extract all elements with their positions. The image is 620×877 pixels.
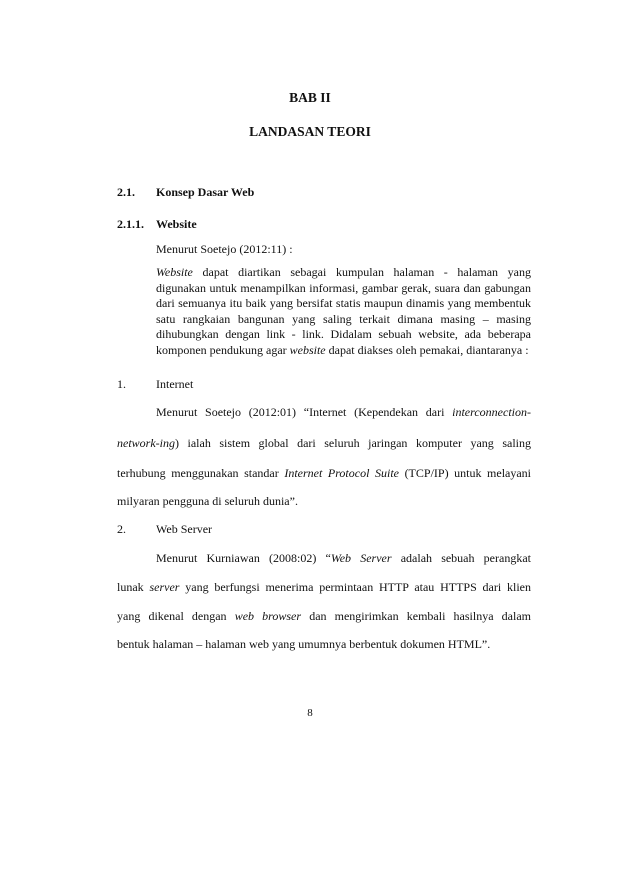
item1-line2 [117, 436, 531, 451]
item1-line2-text: ) ialah sistem global dari seluruh jaringan komputer yang saling [175, 436, 531, 450]
section-2-1-title: Konsep Dasar Web [156, 185, 255, 199]
item2-line1-text-b: adalah sebuah perangkat [391, 551, 531, 565]
item2-number: 2. [117, 522, 126, 536]
item2-line1-term: Web Server [330, 551, 392, 565]
item2-line2-text-a: lunak [117, 580, 150, 594]
item2-line2 [117, 580, 531, 595]
item1-line3 [117, 466, 531, 481]
chapter-title: BAB II [289, 90, 331, 105]
chapter-subtitle: LANDASAN TEORI [249, 124, 371, 139]
item2-line4: bentuk halaman – halaman web yang umumnya berbentuk dokumen HTML”. [117, 637, 491, 651]
item1-number: 1. [117, 377, 126, 391]
item2-title: Web Server [156, 522, 213, 536]
section-2-1-number: 2.1. [117, 185, 135, 199]
item1-title: Internet [156, 377, 194, 391]
quote1-source: Menurut Soetejo (2012:11) : [156, 242, 293, 256]
item1-line1-term: interconnection- [452, 405, 531, 419]
item2-line3-term: web browser [234, 609, 302, 623]
item1-line1-text: Menurut Soetejo (2012:01) “Internet (Kependekan dari [156, 405, 453, 419]
quote1-term2: website [289, 342, 326, 357]
quote1-text-b: dapat diakses oleh pemakai, diantaranya : [325, 342, 529, 357]
item1-line3-text-b: (TCP/IP) untuk melayani [399, 466, 531, 480]
item2-line2-text-b: yang berfungsi menerima permintaan HTTP atau HTTPS dari klien [179, 580, 531, 594]
item1-line2-term: network-ing [117, 436, 175, 450]
item1-line3-text-a: terhubung menggunakan standar [117, 466, 285, 480]
item2-line3 [117, 609, 531, 624]
section-2-1-1-title: Website [156, 217, 197, 231]
item2-line1 [156, 551, 531, 566]
section-2-1-1-number: 2.1.1. [117, 217, 144, 231]
page-number: 8 [307, 707, 313, 719]
item2-line2-term: server [149, 580, 180, 594]
item1-line3-term: Internet Protocol Suite [284, 466, 399, 480]
quote1-term: Website [156, 265, 193, 279]
item1-line1 [156, 405, 531, 420]
item2-line3-text-b: dan mengirimkan kembali hasilnya dalam [301, 609, 531, 623]
item2-line3-text-a: yang dikenal dengan [117, 609, 235, 623]
item2-line1-text-a: Menurut Kurniawan (2008:02) “ [156, 551, 331, 565]
item1-line4: milyaran pengguna di seluruh dunia”. [117, 494, 298, 508]
quote1-paragraph [156, 265, 531, 359]
quote1-text-a: dapat diartikan sebagai kumpulan halaman - halaman yang digunakan untuk menampilkan informasi, gambar gerak, suara dan gabungan dari semuanya itu baik yang bersifat statis maupun dinamis yang membentuk satu rangkaian bangunan yang saling terkait dimana masing – masing dihubungkan dengan link - link. Didalam sebuah website, ada beberapa komponen pendukung agar [156, 265, 531, 357]
